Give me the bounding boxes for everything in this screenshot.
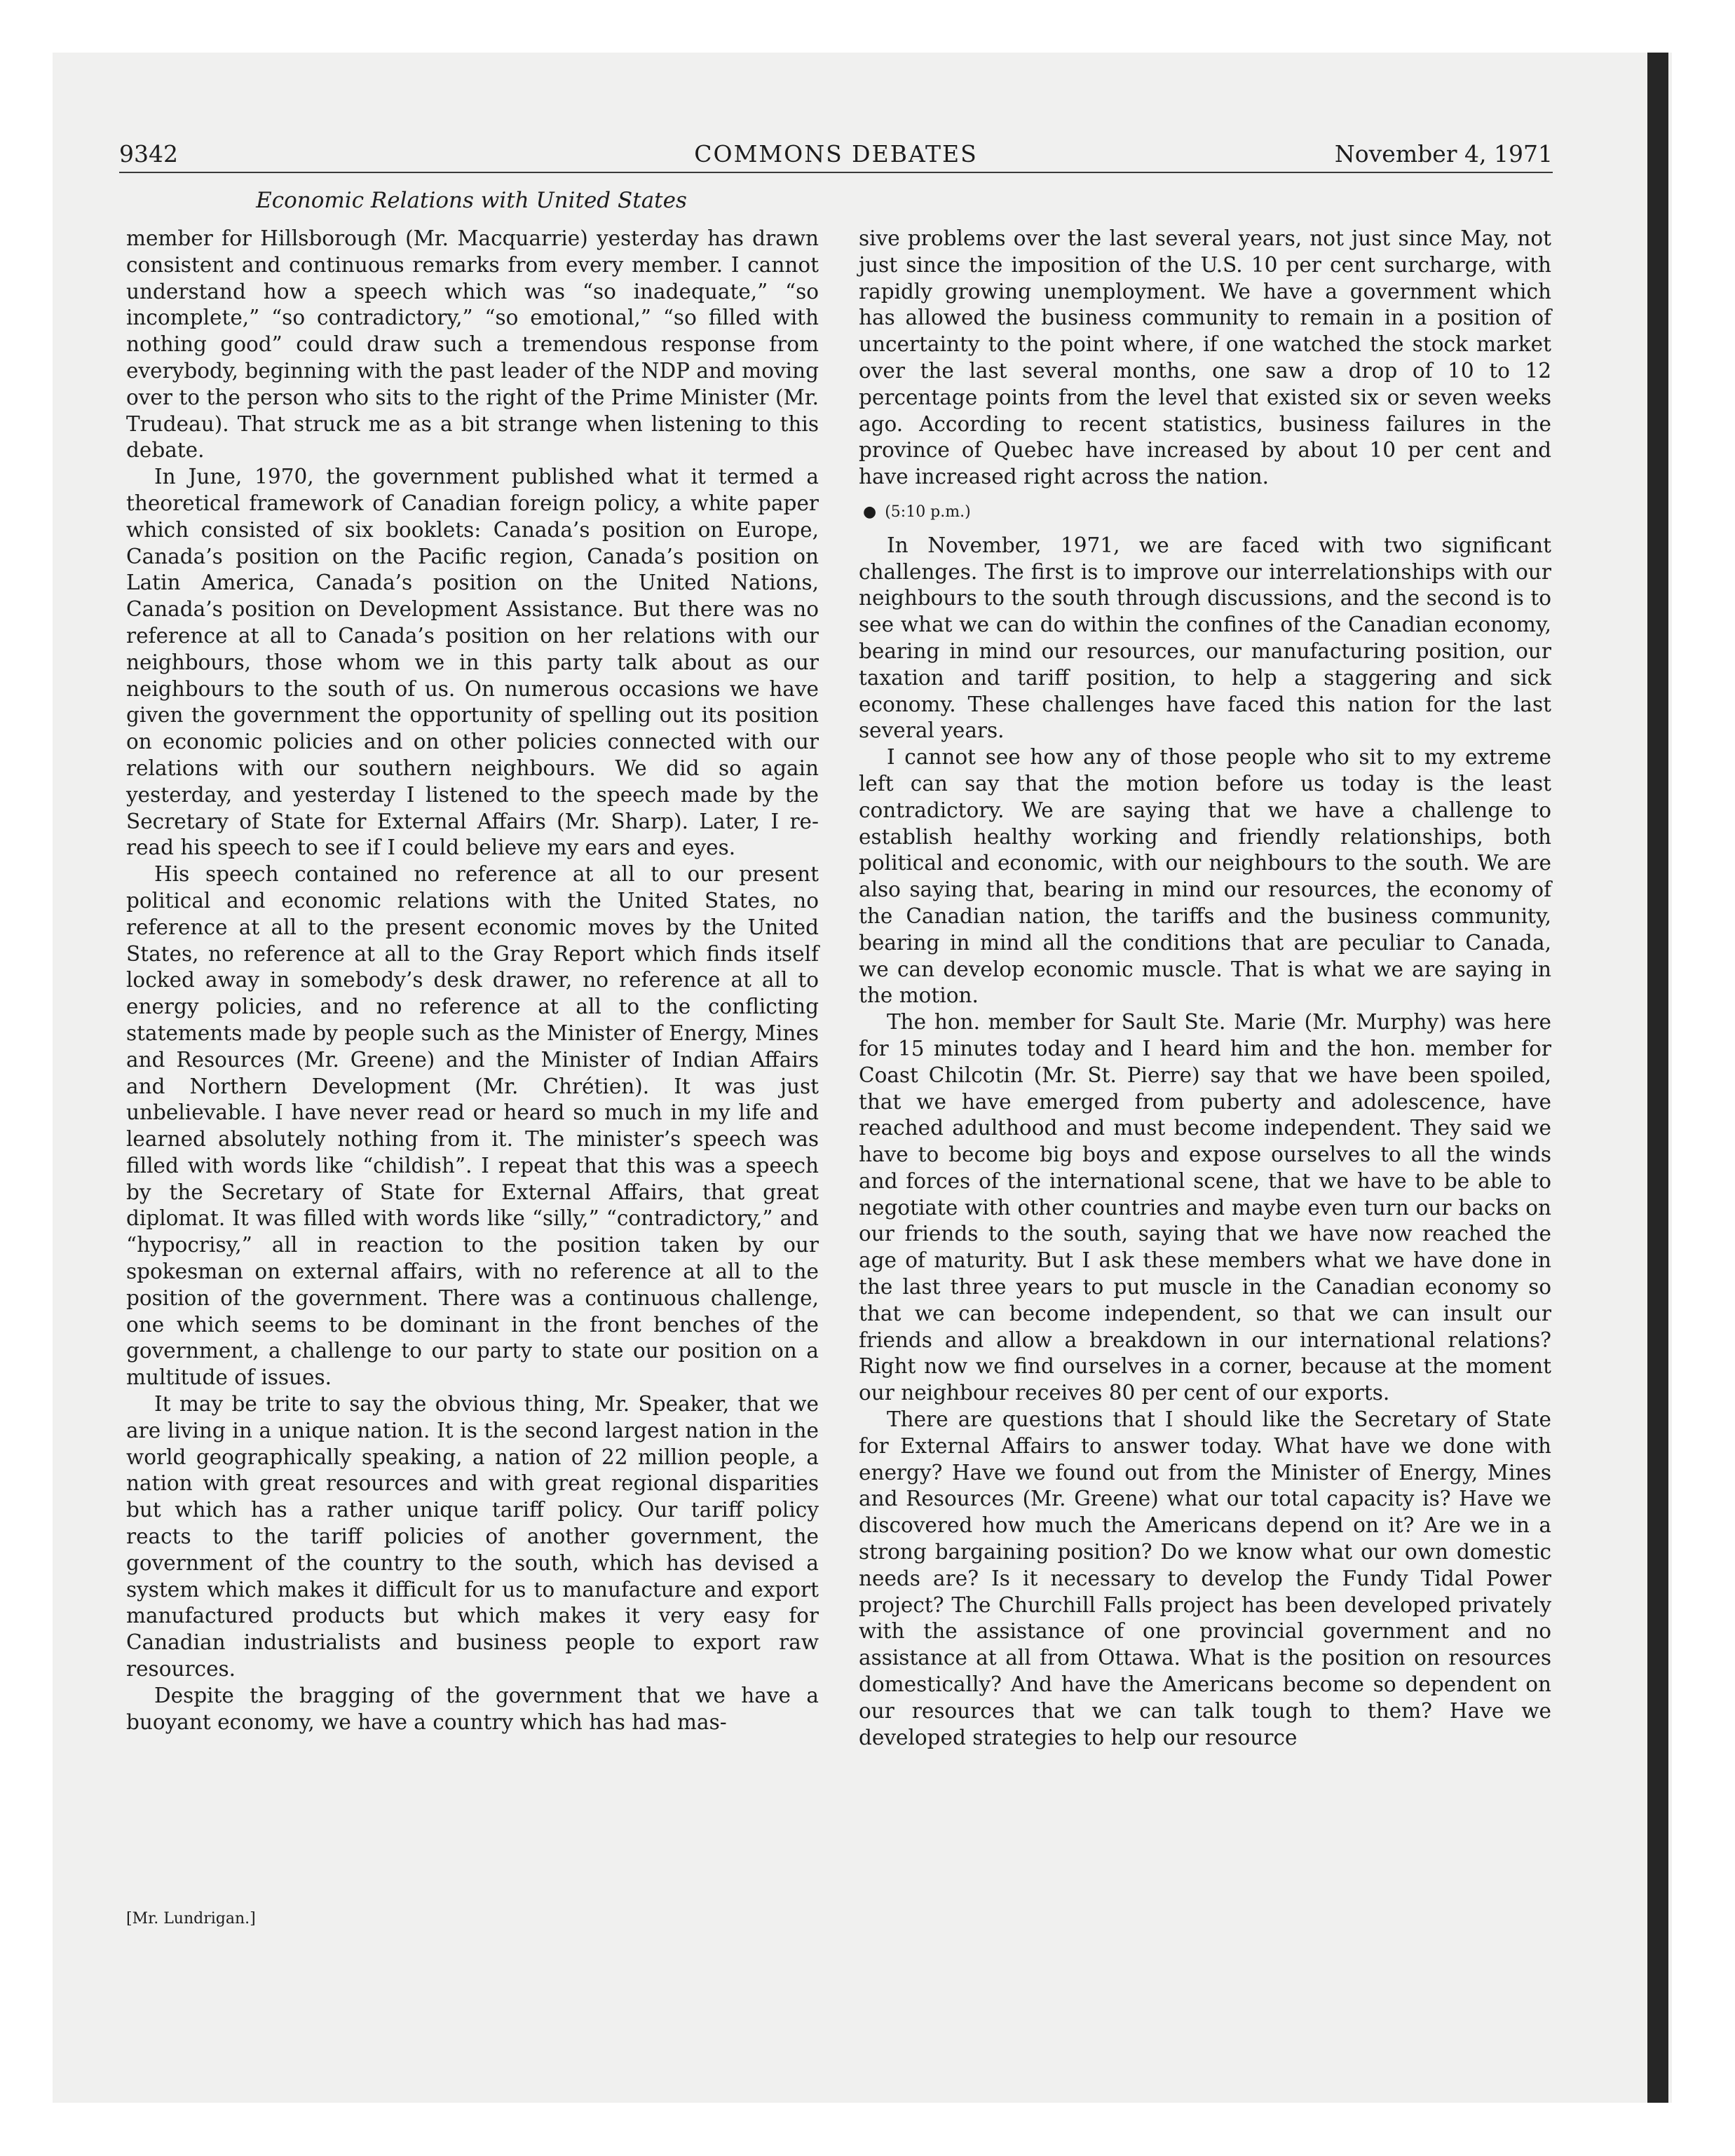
timestamp-text: (5:10 p.m.) xyxy=(885,503,971,521)
speaker-attribution: [Mr. Lundrigan.] xyxy=(126,1910,256,1928)
paragraph: member for Hillsborough (Mr. Macquarrie) yesterday has drawn consistent and continuous remarks from every member. I cannot understand how a speech which was “so inadequate,” “so incomplete,” “so contradictory,” “so emotional,” “so filled with nothing good” could draw such a tremendous response from everybody, beginning with the past leader of the NDP and moving over to the person who sits to the right of the Prime Minister (Mr. Trudeau). That struck me as a bit strange when listening to this debate. xyxy=(126,226,819,463)
right-column xyxy=(859,226,1551,1751)
bullet-icon: ● xyxy=(863,503,877,521)
binding-edge xyxy=(1647,53,1668,2103)
left-column xyxy=(126,226,819,1735)
paragraph: Despite the bragging of the government that we have a buoyant economy, we have a country which has had mas- xyxy=(126,1683,819,1734)
paragraph: sive problems over the last several years, not just since May, not just since the imposition of the U.S. 10 per cent surcharge, with rapidly growing unemployment. We have a government which has allowed the business community to remain in a position of uncertainty to the point where, if one watched the stock market over the last several months, one saw a drop of 10 to 12 percentage points from the level that existed six or seven weeks ago. According to recent statistics, business failures in the province of Quebec have increased by about 10 per cent and have increased right across the nation. xyxy=(859,226,1551,489)
paragraph: In November, 1971, we are faced with two significant challenges. The first is to improve our interrelationships with our neighbours to the south through discussions, and the second is to see what we can do within the confines of the Canadian economy, bearing in mind our resources, our manufacturing position, our taxation and tariff position, to help a staggering and sick economy. These challenges have faced this nation for the last several years. xyxy=(859,533,1551,743)
paragraph: The hon. member for Sault Ste. Marie (Mr. Murphy) was here for 15 minutes today and I heard him and the hon. member for Coast Chilcotin (Mr. St. Pierre) say that we have been spoiled, that we have emerged from puberty and adolescence, have reached adulthood and must become independent. They said we have to become big boys and expose ourselves to all the winds and forces of the international scene, that we have to be able to negotiate with other countries and maybe even turn our backs on our friends to the south, saying that we have now reached the age of maturity. But I ask these members what we have done in the last three years to put muscle in the Canadian economy so that we can become independent, so that we can insult our friends and allow a breakdown in our international relations? Right now we find ourselves in a corner, because at the moment our neighbour receives 80 per cent of our exports. xyxy=(859,1010,1551,1405)
paragraph: In June, 1970, the government published what it termed a theoretical framework of Canadian foreign policy, a white paper which consisted of six booklets: Canada’s position on Europe, Canada’s position on the Pacific region, Canada’s position on Latin America, Canada’s position on the United Nations, Canada’s position on Development Assistance. But there was no reference at all to Canada’s position on her relations with our neighbours, those whom we in this party talk about as our neighbours to the south of us. On numerous occasions we have given the government the opportunity of spelling out its position on economic policies and on other policies connected with our relations with our southern neighbours. We did so again yesterday, and yesterday I listened to the speech made by the Secretary of State for External Affairs (Mr. Sharp). Later, I re-read his speech to see if I could believe my ears and eyes. xyxy=(126,465,819,860)
timestamp-marker xyxy=(863,499,1551,526)
paragraph: His speech contained no reference at all to our present political and economic relations with the United States, no reference at all to the present economic moves by the United States, no reference at all to the Gray Report which finds itself locked away in somebody’s desk drawer, no reference at all to energy policies, and no reference at all to the conflicting statements made by people such as the Minister of Energy, Mines and Resources (Mr. Greene) and the Minister of Indian Affairs and Northern Development (Mr. Chrétien). It was just unbelievable. I have never read or heard so much in my life and learned absolutely nothing from it. The minister’s speech was filled with words like “childish”. I repeat that this was a speech by the Secretary of State for External Affairs, that great diplomat. It was filled with words like “silly,” “contradictory,” and “hypocrisy,” all in reaction to the position taken by our spokesman on external affairs, with no reference at all to the position of the government. There was a continuous challenge, one which seems to be dominant in the front benches of the government, a challenge to our party to state our position on a multitude of issues. xyxy=(126,862,819,1390)
paragraph: There are questions that I should like the Secretary of State for External Affairs to answer today. What have we done with energy? Have we found out from the Minister of Energy, Mines and Resources (Mr. Greene) what our total capacity is? Have we discovered how much the Americans depend on it? Are we in a strong bargaining position? Do we know what our own domestic needs are? Is it necessary to develop the Fundy Tidal Power project? The Churchill Falls project has been developed privately with the assistance of one provincial government and no assistance at all from Ottawa. What is the position on resources domestically? And have the Americans become so dependent on our resources that we can talk tough to them? Have we developed strategies to help our resource xyxy=(859,1407,1551,1749)
page-number: 9342 xyxy=(119,140,178,168)
journal-title: COMMONS DEBATES xyxy=(694,140,978,168)
section-title: Economic Relations with United States xyxy=(256,188,687,213)
paragraph: It may be trite to say the obvious thing, Mr. Speaker, that we are living in a unique nation. It is the second largest nation in the world geographically speaking, a nation of 22 million people, a nation with great resources and with great regional disparities but which has a rather unique tariff policy. Our tariff policy reacts to the tariff policies of another government, the government of the country to the south, which has devised a system which makes it difficult for us to manufacture and export manufactured products but which makes it very easy for Canadian industrialists and business people to export raw resources. xyxy=(126,1392,819,1681)
running-header xyxy=(119,137,1553,173)
issue-date: November 4, 1971 xyxy=(1334,140,1553,168)
paragraph: I cannot see how any of those people who sit to my extreme left can say that the motion before us today is the least contradictory. We are saying that we have a challenge to establish healthy working and friendly relationships, both political and economic, with our neighbours to the south. We are also saying that, bearing in mind our resources, the economy of the Canadian nation, the tariffs and the business community, bearing in mind all the conditions that are peculiar to Canada, we can develop economic muscle. That is what we are saying in the motion. xyxy=(859,745,1551,1008)
